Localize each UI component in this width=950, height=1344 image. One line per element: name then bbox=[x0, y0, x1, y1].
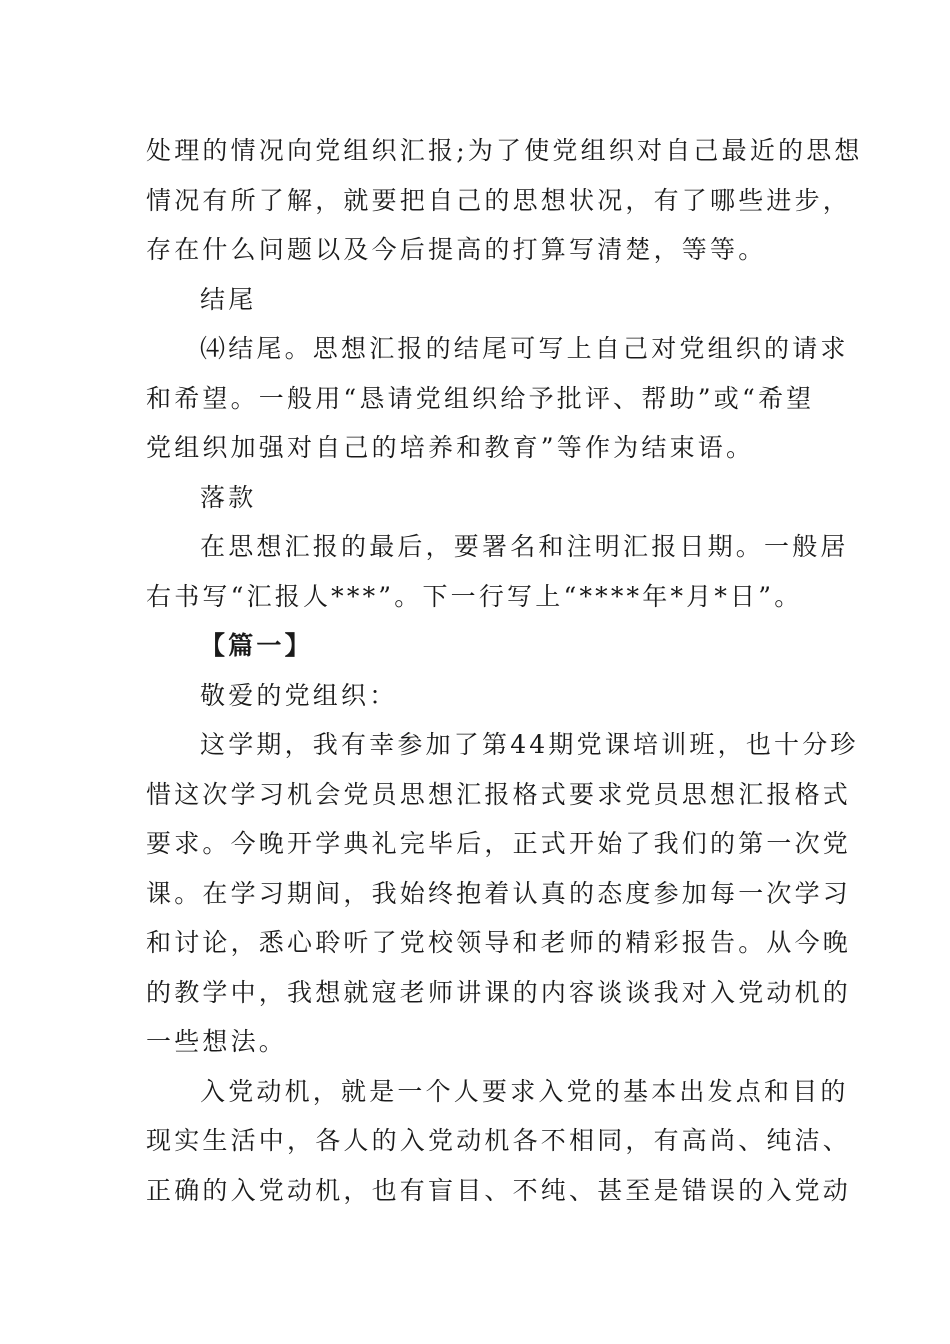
text-line: 这学期，我有幸参加了第44期党课培训班，也十分珍 bbox=[200, 730, 859, 759]
text-line: 惜这次学习机会党员思想汇报格式要求党员思想汇报格式 bbox=[146, 779, 852, 809]
text-line: 和希望。一般用“恳请党组织给予批评、帮助”或“希望 bbox=[146, 383, 815, 413]
section-heading: 【篇一】 bbox=[200, 631, 313, 660]
text-line: 处理的情况向党组织汇报;为了使党组织对自己最近的思想 bbox=[146, 136, 863, 165]
text-line: 要求。今晚开学典礼完毕后，正式开始了我们的第一次党 bbox=[146, 829, 852, 858]
text-line: 情况有所了解，就要把自己的思想状况，有了哪些进步， bbox=[146, 185, 852, 215]
text-line: 入党动机，就是一个人要求入党的基本出发点和目的 bbox=[200, 1076, 849, 1106]
text-line: 一些想法。 bbox=[146, 1027, 288, 1056]
text-line: 敬爱的党组织： bbox=[200, 680, 398, 710]
text-line: 党组织加强对自己的培养和教育”等作为结束语。 bbox=[146, 433, 755, 462]
text-line: 落款 bbox=[200, 482, 257, 512]
text-line: 现实生活中，各人的入党动机各不相同，有高尚、纯洁、 bbox=[146, 1126, 852, 1155]
text-line: 在思想汇报的最后，要署名和注明汇报日期。一般居 bbox=[200, 532, 849, 561]
text-line: 右书写“汇报人***”。下一行写上“****年*月*日”。 bbox=[146, 581, 803, 611]
text-line: 课。在学习期间，我始终抱着认真的态度参加每一次学习 bbox=[146, 878, 852, 908]
text-line: ⑷结尾。思想汇报的结尾可写上自己对党组织的请求 bbox=[200, 334, 849, 363]
text-line: 的教学中，我想就寇老师讲课的内容谈谈我对入党动机的 bbox=[146, 977, 852, 1007]
text-line: 结尾 bbox=[200, 284, 257, 314]
text-line: 存在什么问题以及今后提高的打算写清楚，等等。 bbox=[146, 235, 767, 264]
text-line: 正确的入党动机，也有盲目、不纯、甚至是错误的入党动 bbox=[146, 1175, 852, 1205]
text-line: 和讨论，悉心聆听了党校领导和老师的精彩报告。从今晚 bbox=[146, 928, 852, 957]
document-body bbox=[146, 126, 863, 1215]
